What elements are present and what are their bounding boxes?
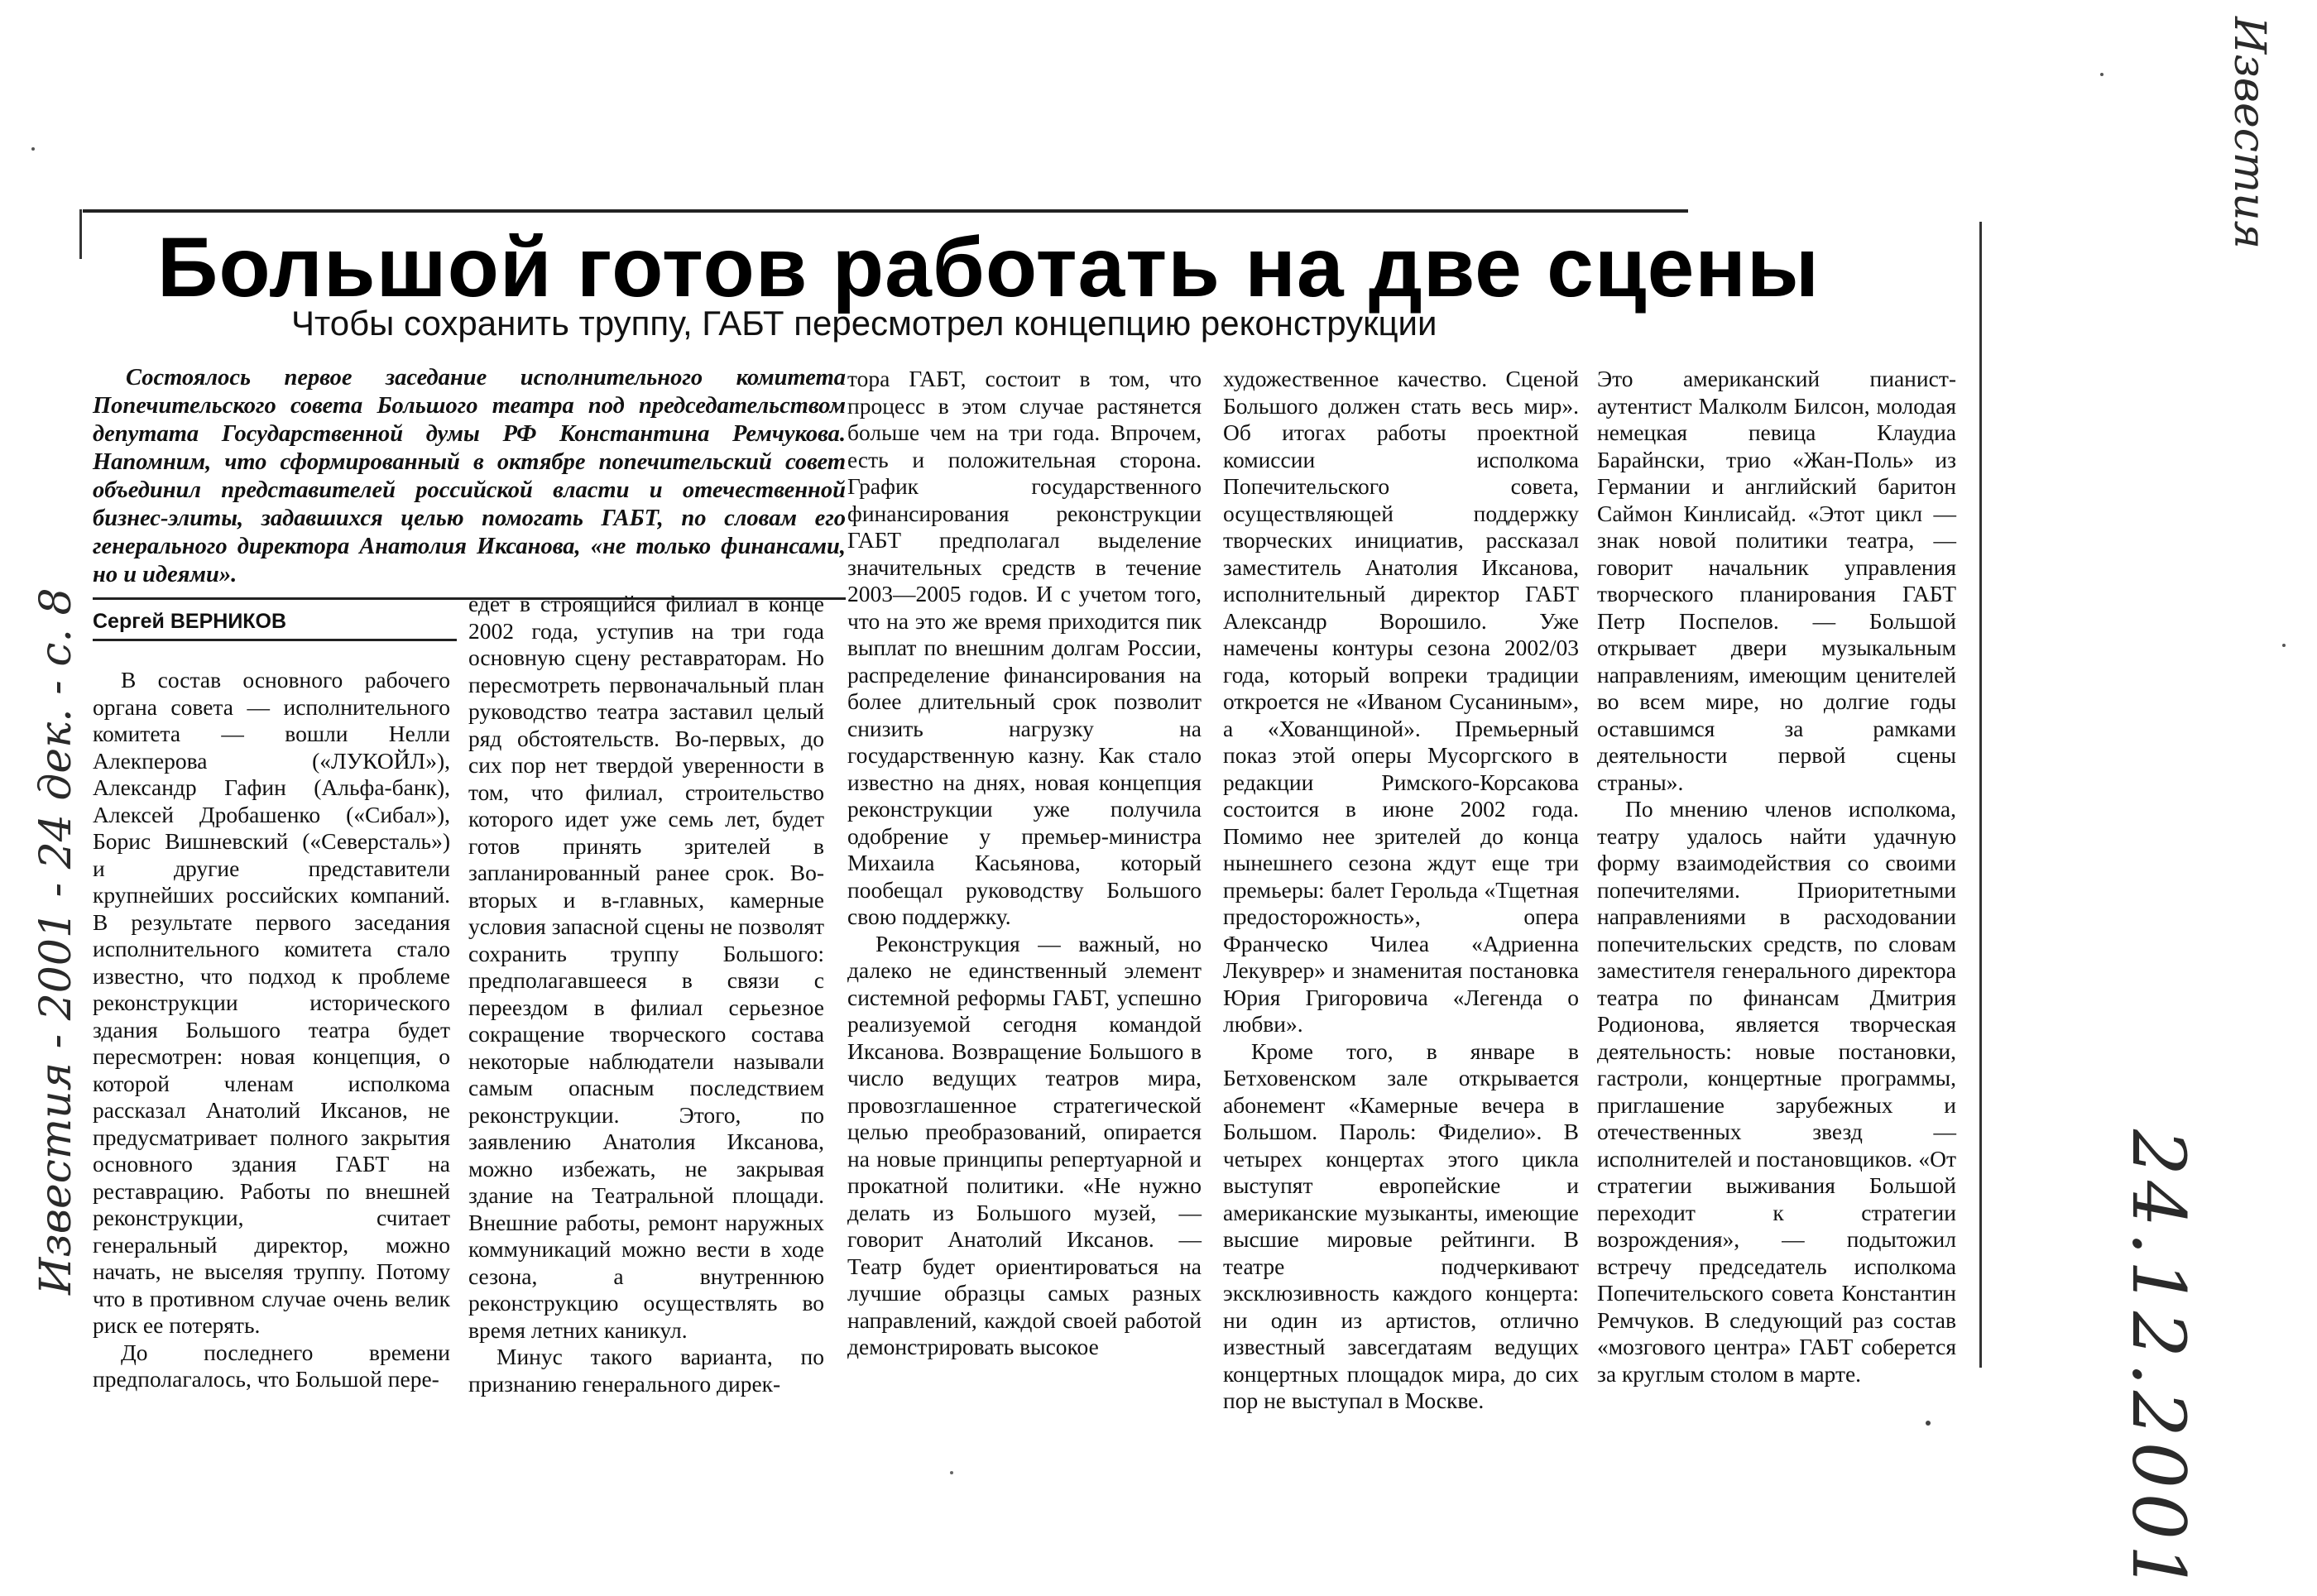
paragraph: До последнего времени предполагалось, что Большой пере- (93, 1339, 450, 1392)
right-column-rule (1979, 222, 1982, 1368)
top-rule (83, 209, 1688, 213)
article-column-4 (1223, 366, 1579, 1415)
paragraph: едет в строящийся филиал в конце 2002 года, уступив на три года основную сцену реставраторам. Но пересмотреть первоначальный план руководство театра заставил целый ряд обстоятельств. Во-первых, до сих пор нет твердой уверенности в том, что филиал, строительство которого идет уже семь лет, будет готов принять зрителей в запланированный ранее срок. Во-вторых и в-главных, камерные условия запасной сцены не позволят сохранить труппу Большого: предполагавшееся в связи с переездом в филиал серьезное сокращение творческого состава некоторые наблюдатели называли самым опасным последствием реконструкции. Этого, по заявлению Анатолия Иксанова, можно избежать, не закрывая здание на Театральной площади. Внешние работы, ремонт наружных коммуникаций можно вести в ходе сезона, а внутреннюю реконструкцию осуществлять во время летних каникул. (468, 591, 824, 1343)
handwritten-date-note: 24.12.2001 (2116, 1129, 2201, 1596)
paragraph: тора ГАБТ, состоит в том, что процесс в этом случае растянется больше чем на три года. Впрочем, есть и положительная сторона. График государственного финансирования реконструкции ГАБТ предполагал выделение значительных средств в течение 2003—2005 годов. И с учетом того, что на это же время приходится пик выплат по внешним долгам России, распределение финансирования на более длительный срок позволит снизить нагрузку на государственную казну. Как стало известно на днях, новая концепция реконструкции уже получила одобрение у премьер-министра Михаила Касьянова, который пообещал руководству Большого свою поддержку. (847, 366, 1202, 929)
handwritten-citation-note: Известия - 2001 - 24 дек. - с. 8 (31, 587, 81, 1295)
paragraph: художественное качество. Сценой Большого должен стать весь мир». Об итогах работы проектной комиссии исполкома Попечительского совета, осуществляющей поддержку творческих инициатив, рассказал заместитель Анатолия Иксанова, исполнительный директор ГАБТ Александр Ворошило. Уже намечены контуры сезона 2002/03 года, который вопреки традиции откроется не «Иваном Сусаниным», а «Хованщиной». Премьерный показ этой оперы Мусоргского в редакции Римского-Корсакова состоится в июне 2002 года. Помимо нее зрителей до конца нынешнего сезона ждут еще три премьеры: балет Герольда «Тщетная предосторожность», опера Франческо Чилеа «Адриенна Лекуврер» и знаменитая постановка Юрия Григоровича «Легенда о любви». (1223, 366, 1579, 1037)
left-corner-rule (79, 209, 82, 259)
paragraph: В состав основного рабочего органа совета — исполнительного комитета — вошли Нелли Алекперова («ЛУКОЙЛ»), Александр Гафин (Альфа-банк), Алексей Дробашенко («Сибал»), Борис Вишневский («Северсталь») и другие представители крупнейших российских компаний. В результате первого заседания исполнительного комитета стало известно, что подход к проблеме реконструкции исторического здания Большого театра будет пересмотрен: новая концепция, о которой членам исполкома рассказал Анатолий Иксанов, не предусматривает полного закрытия основного здания ГАБТ на реставрацию. Работы по внешней реконструкции, считает генеральный директор, можно начать, не выселяя труппу. Потому что в противном случае очень велик риск ее потерять. (93, 667, 450, 1338)
article-column-2 (468, 591, 824, 1397)
article-subheadline: Чтобы сохранить труппу, ГАБТ пересмотрел концепцию реконструкции (291, 304, 1437, 343)
paragraph: Кроме того, в январе в Бетховенском зале открывается абонемент «Камерные вечера в Большом. Пароль: Фиделио». В четырех концертах этого цикла выступят европейские и американские музыканты, имеющие высшие мировые рейтинги. В театре подчеркивают эксклюзивность каждого концерта: ни один из артистов, отлично известный завсегдатаям ведущих концертных площадок мира, до сих пор не выступал в Москве. (1223, 1038, 1579, 1413)
article-column-1 (93, 667, 450, 1393)
paragraph: Минус такого варианта, по признанию генерального дирек- (468, 1344, 824, 1397)
article-column-5 (1597, 366, 1956, 1388)
byline-rule-bottom (93, 639, 457, 641)
article-byline: Сергей ВЕРНИКОВ (93, 610, 287, 633)
article-column-3 (847, 366, 1202, 1361)
paragraph: Это американский пианист-аутентист Малколм Билсон, молодая немецкая певица Клаудиа Барайнски, трио «Жан-Поль» из Германии и английский баритон Саймон Кинлисайд. «Этот цикл — знак новой политики театра, — говорит начальник управления творческого планирования ГАБТ Петр Поспелов. — Большой открывает двери музыкальным направлениям, имеющим ценителей во всем мире, но долгие годы оставшимся за рамками деятельности первой сцены страны». (1597, 366, 1956, 795)
paragraph: По мнению членов исполкома, театру удалось найти удачную форму взаимодействия со своими попечителями. Приоритетными направлениями в расходовании попечительских средств, по словам заместителя генерального директора театра по финансам Дмитрия Родионова, является творческая деятельность: новые постановки, гастроли, концертные программы, приглашение зарубежных и отечественных звезд — исполнителей и постановщиков. «От стратегии выживания Большой переходит к стратегии возрождения», — подытожил встречу председатель исполкома Попечительского совета Константин Ремчуков. В следующий раз состав «мозгового центра» ГАБТ соберется за круглым столом в марте. (1597, 796, 1956, 1387)
handwritten-source-note: Известия (2224, 17, 2274, 250)
article-lead: Состоялось первое заседание исполнительного комитета Попечительского совета Большого театра под председательством депутата Государственной думы РФ Константина Ремчукова. Напомним, что сформированный в октябре попечительский совет объединил представителей российской власти и отечественной бизнес-элиты, задавшихся целью помогать ГАБТ, по словам его генерального директора Анатолия Иксанова, «не только финансами, но и идеями». (93, 365, 846, 587)
article-headline: Большой готов работать на две сцены (157, 220, 1820, 314)
paragraph: Реконструкция — важный, но далеко не единственный элемент системной реформы ГАБТ, успешно реализуемой сегодня командой Иксанова. Возвращение Большого в число ведущих театров мира, провозглашенное стратегической целью преобразований, опирается на новые принципы репертуарной и прокатной политики. «Не нужно делать из Большого музей, — говорит Анатолий Иксанов. — Театр будет ориентироваться на лучшие образцы самых разных направлений, каждой своей работой демонстрировать высокое (847, 930, 1202, 1359)
